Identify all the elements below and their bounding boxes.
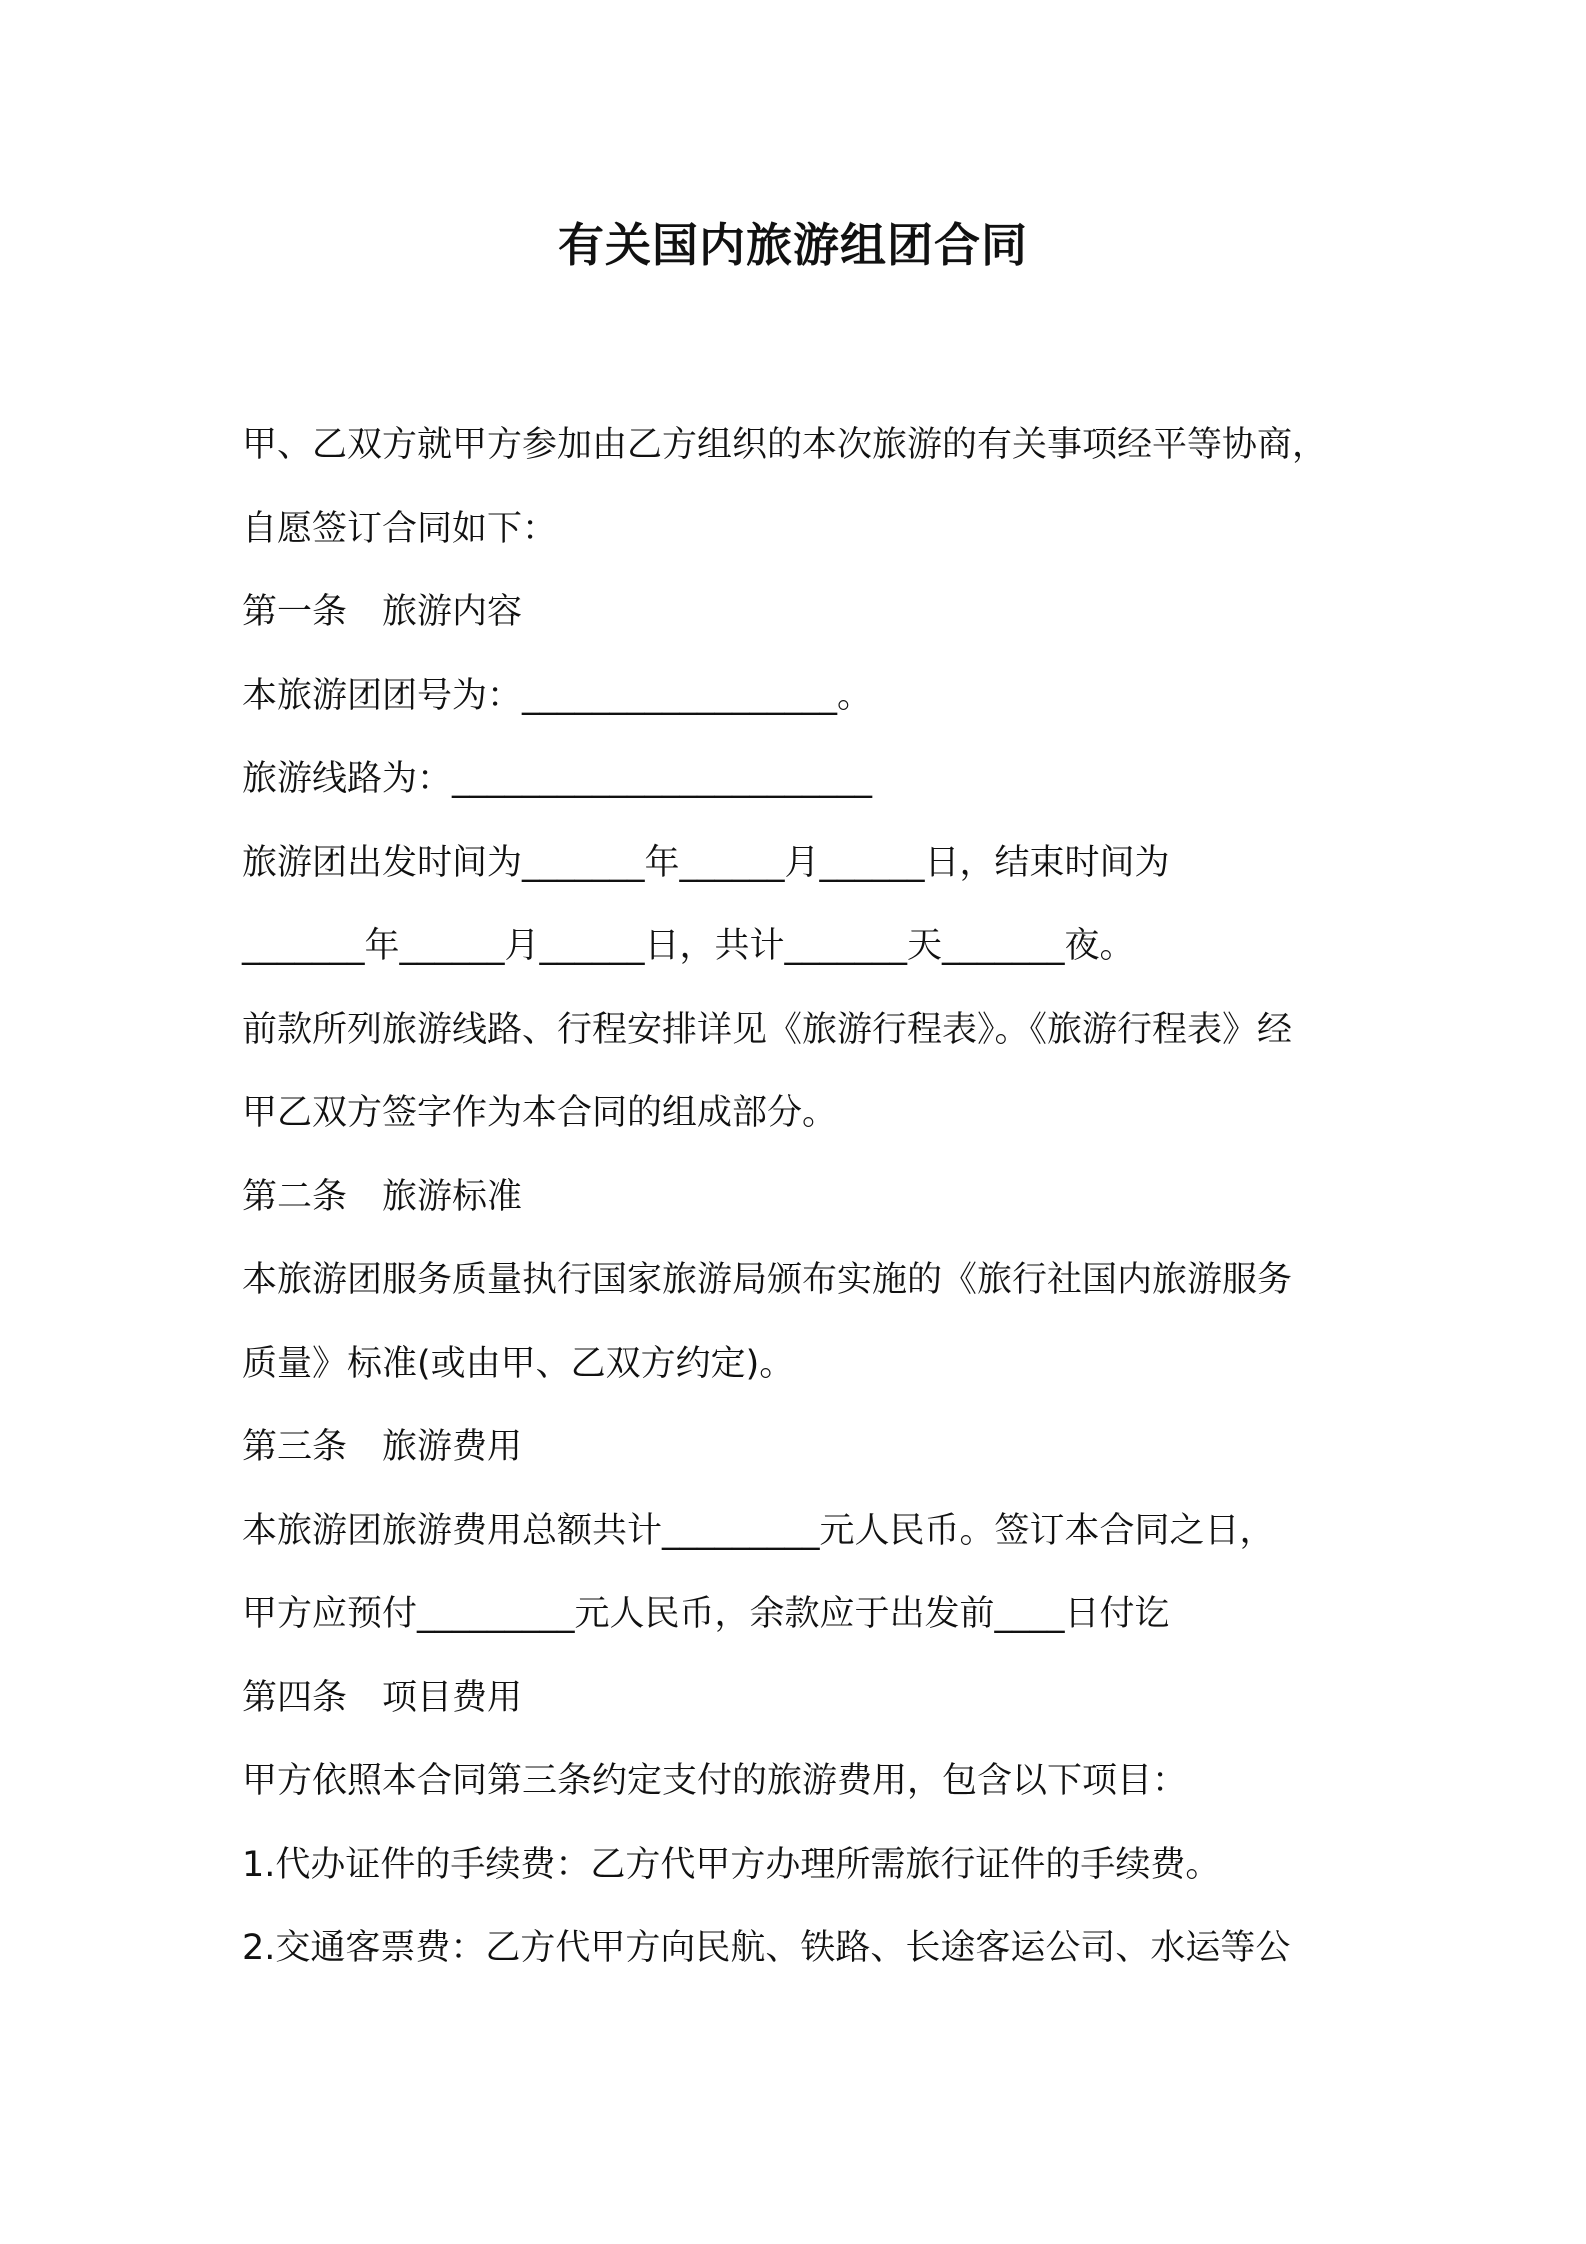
paragraph-line: 旅游团出发时间为_______年______月______日，结束时间为	[242, 842, 1170, 883]
paragraph-line: 本旅游团旅游费用总额共计_________元人民币。签订本合同之日，	[242, 1510, 1275, 1551]
document-title: 有关国内旅游组团合同	[558, 218, 1028, 272]
paragraph-line: 旅游线路为：________________________	[242, 759, 873, 799]
paragraph-line: 甲方依照本合同第三条约定支付的旅游费用，包含以下项目：	[242, 1761, 1188, 1801]
article-heading-2: 第二条 旅游标准	[242, 1176, 523, 1217]
article-heading-3: 第三条 旅游费用	[242, 1427, 523, 1467]
article-heading-1: 第一条 旅游内容	[242, 592, 523, 632]
paragraph-line: 本旅游团团号为：__________________。	[242, 675, 873, 716]
paragraph-line: 前款所列旅游线路、行程安排详见《旅游行程表》。《旅游行程表》经	[242, 1009, 1293, 1050]
paragraph-line: 本旅游团服务质量执行国家旅游局颁布实施的《旅行社国内旅游服务	[242, 1260, 1293, 1300]
list-item: 2.交通客票费：乙方代甲方向民航、铁路、长途客运公司、水运等公	[242, 1928, 1291, 1968]
list-item: 1.代办证件的手续费：乙方代甲方办理所需旅行证件的手续费。	[242, 1844, 1221, 1885]
paragraph-line: 甲乙双方签字作为本合同的组成部分。	[242, 1093, 838, 1133]
article-heading-4: 第四条 项目费用	[242, 1677, 523, 1718]
paragraph-line: 甲方应预付_________元人民币，余款应于出发前____日付讫	[242, 1594, 1170, 1634]
document-body	[242, 404, 1362, 1991]
paragraph-line: 自愿签订合同如下：	[242, 508, 558, 549]
paragraph-line: 甲、乙双方就甲方参加由乙方组织的本次旅游的有关事项经平等协商，	[242, 425, 1328, 465]
paragraph-line: 质量》标准(或由甲、乙双方约定)。	[242, 1343, 795, 1384]
paragraph-line: _______年______月______日，共计_______天_______夜。	[242, 926, 1135, 966]
